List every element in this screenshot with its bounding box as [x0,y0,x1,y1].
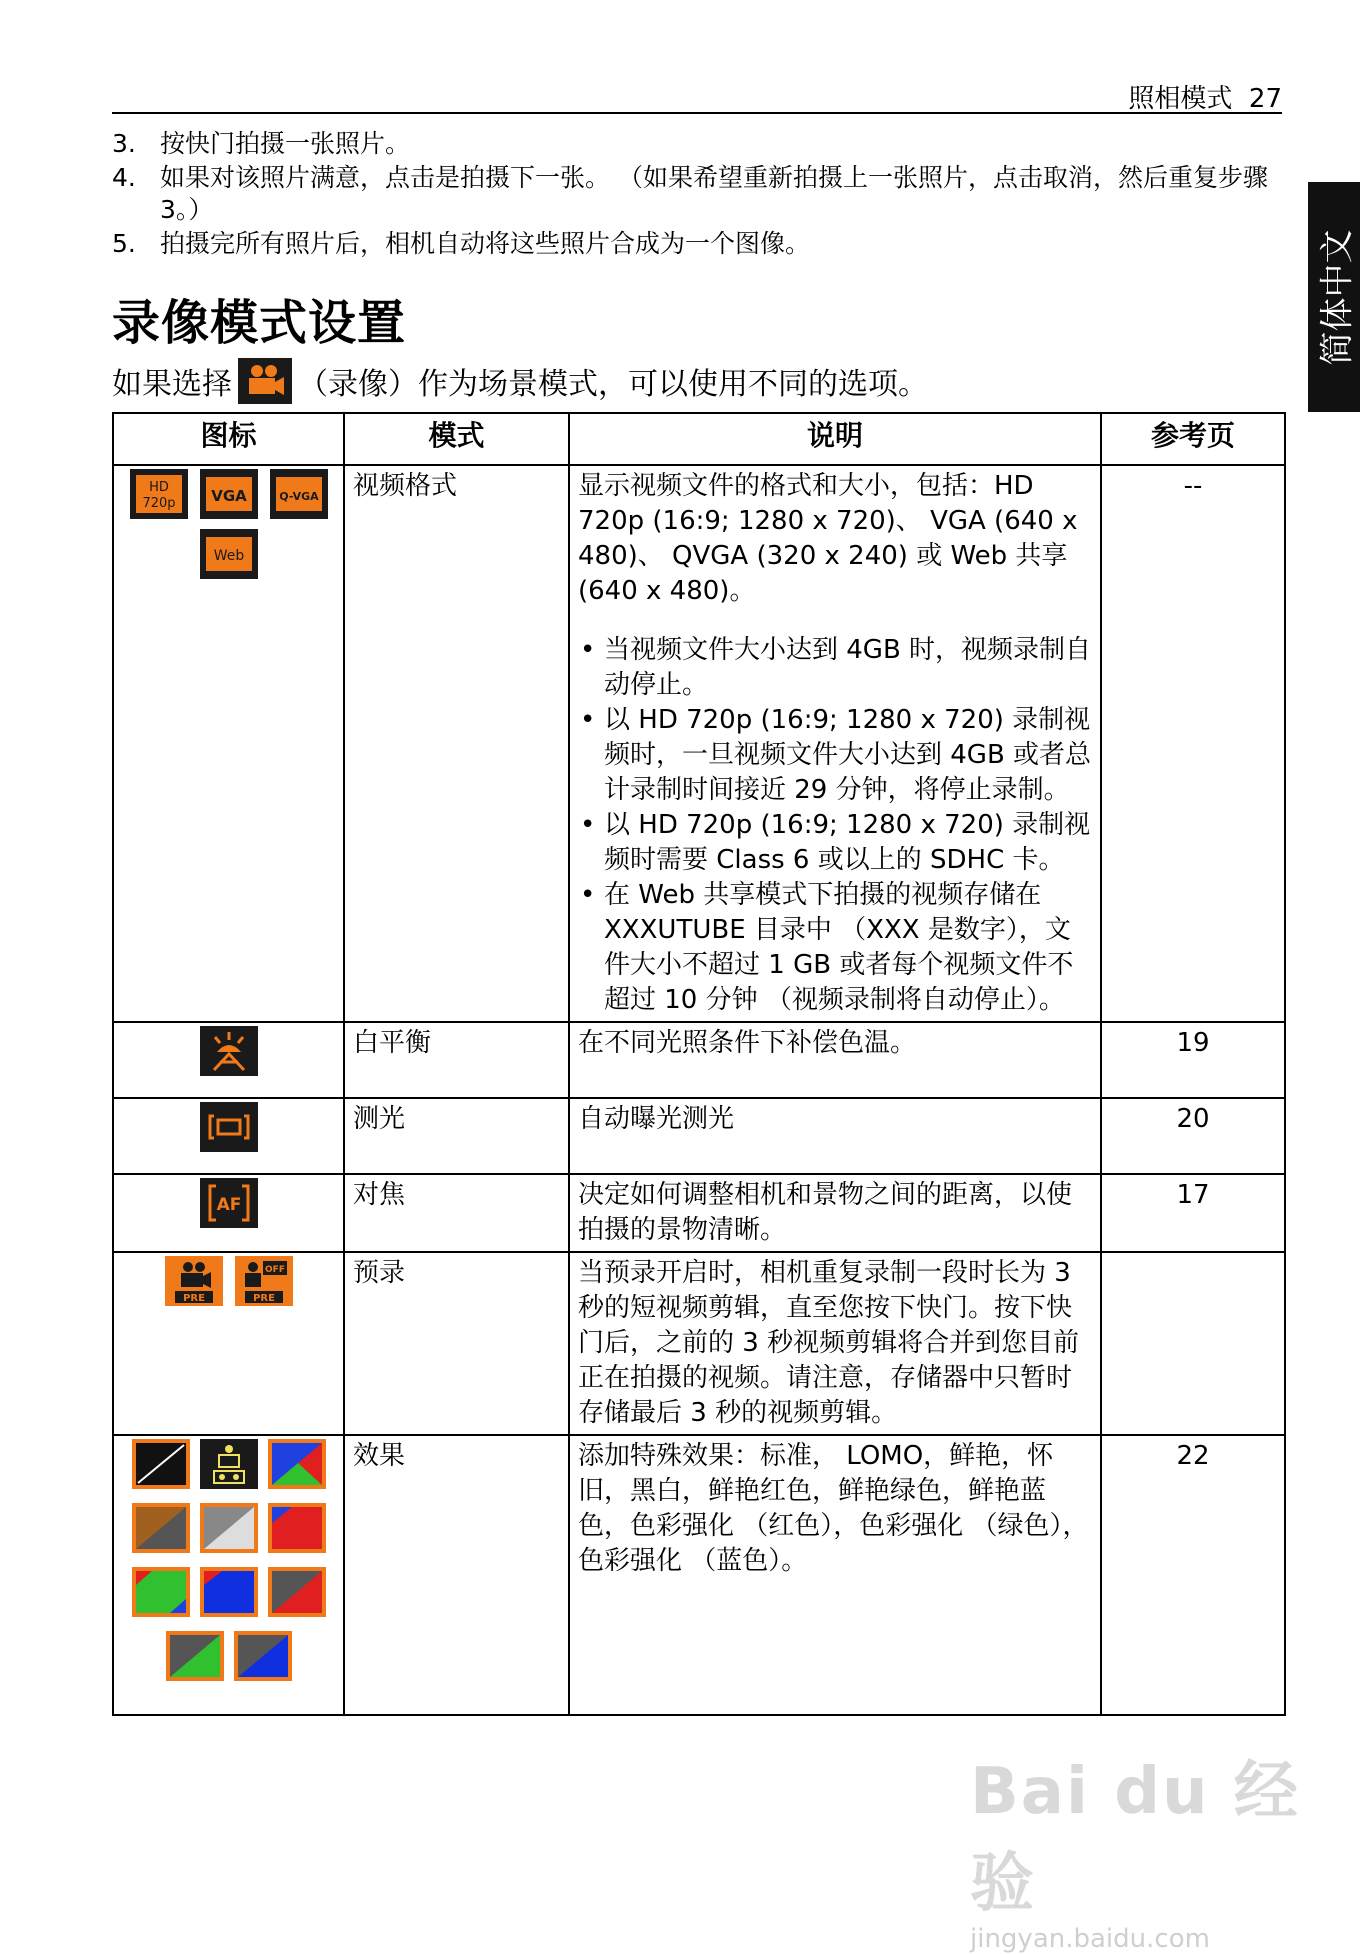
column-header: 图标 [113,413,344,465]
white-balance-icon [200,1026,258,1076]
description-cell: 在不同光照条件下补偿色温。 [569,1022,1101,1098]
effect-vivid-red-icon [268,1503,326,1553]
language-side-tab: 简体中文 [1308,182,1360,412]
reference-page-cell: 22 [1101,1435,1285,1715]
mode-cell: 视频格式 [344,465,569,1022]
effect-color-accent-red-icon [268,1567,326,1617]
svg-text:Web: Web [213,548,244,564]
reference-page-cell: 19 [1101,1022,1285,1098]
mode-cell: 白平衡 [344,1022,569,1098]
column-header: 参考页 [1101,413,1285,465]
table-row [113,1098,1285,1174]
table-row [113,1252,1285,1435]
description-cell: 显示视频文件的格式和大小，包括：HD 720p (16:9; 1280 x 720)、 VGA (640 x 480)、 QVGA (320 x 240) 或 Web 共享 (640 x 480)。 • 当视频文件大小达到 4GB 时，视频录制自动停止。 • 以 HD 720p (16:9; 1280 x 720) 录制视频时，一旦视频文件大小达到 4GB 或者总计录制时间接近 29 分钟，将停止录制。 • 以 HD 720p (16:9; 1280 x 720) 录制视频时需要 Class 6 或以上的 SDHC 卡。 • 在 Web 共享模式下拍摄的视频存储在 XXXUTUBE 目录中 （XXX 是数字），文件大小不超过 1 GB 或者每个视频文件不超过 10 分钟 （视频录制将自动停止）。 [569,465,1101,1022]
mode-cell: 测光 [344,1098,569,1174]
svg-text:720p: 720p [141,496,176,511]
metering-icon [200,1102,258,1152]
note-item: • 当视频文件大小达到 4GB 时，视频录制自动停止。 [600,633,1092,703]
intro-text: 如果选择 （录像）作为场景模式，可以使用不同的选项。 [112,355,928,407]
svg-text:PRE: PRE [252,1293,275,1304]
vga-icon [200,469,258,519]
watermark-brand: Bai du 经验 [970,1755,1300,1921]
effect-black-white-icon [200,1503,258,1553]
note-item: • 在 Web 共享模式下拍摄的视频存储在 XXXUTUBE 目录中 （XXX 是数字），文件大小不超过 1 GB 或者每个视频文件不超过 10 分钟 （视频录制将自动停止）。 [600,878,1092,1018]
reference-page-cell: 17 [1101,1174,1285,1252]
effect-normal-icon [132,1439,190,1489]
description-cell: 自动曝光测光 [569,1098,1101,1174]
step-list [112,128,1272,262]
effect-vivid-icon [268,1439,326,1489]
movie-mode-icon [238,358,292,404]
effect-vivid-green-icon [132,1567,190,1617]
table-row [113,1174,1285,1252]
svg-text:HD: HD [148,480,169,495]
step-item: 4. 如果对该照片满意，点击是拍摄下一张。 （如果希望重新拍摄上一张照片，点击取消，然后重复步骤 3。） [112,163,1268,224]
hd-720p-icon [130,469,188,519]
svg-text:VGA: VGA [210,487,247,505]
pre-record-on-icon [165,1256,223,1306]
pre-record-off-icon [235,1256,293,1306]
table-header-row [113,413,1285,465]
note-item: • 以 HD 720p (16:9; 1280 x 720) 录制视频时需要 Class 6 或以上的 SDHC 卡。 [600,808,1092,878]
note-list [578,633,1092,1018]
step-item: 5. 拍摄完所有照片后，相机自动将这些照片合成为一个图像。 [112,229,811,258]
svg-text:PRE: PRE [182,1293,205,1304]
table-row [113,1022,1285,1098]
settings-table [112,412,1286,1716]
description-cell: 添加特殊效果：标准， LOMO，鲜艳，怀旧，黑白，鲜艳红色，鲜艳绿色，鲜艳蓝色，色彩强化 （红色），色彩强化 （绿色），色彩强化 （蓝色）。 [569,1435,1101,1715]
baidu-watermark [970,1740,1360,1954]
svg-text:OFF: OFF [264,1265,285,1275]
header-title: 照相模式 27 [1128,84,1282,114]
reference-page-cell: 20 [1101,1098,1285,1174]
page-header [112,74,1282,114]
section-title: 录像模式设置 [112,295,407,351]
step-item: 3. 按快门拍摄一张照片。 [112,129,411,158]
description-cell: 决定如何调整相机和景物之间的距离，以使拍摄的景物清晰。 [569,1174,1101,1252]
effect-lomo-icon [200,1439,258,1489]
reference-page-cell [1101,1252,1285,1435]
mode-cell: 效果 [344,1435,569,1715]
note-item: • 以 HD 720p (16:9; 1280 x 720) 录制视频时，一旦视频文件大小达到 4GB 或者总计录制时间接近 29 分钟，将停止录制。 [600,703,1092,808]
effect-color-accent-blue-icon [234,1631,292,1681]
reference-page-cell: -- [1101,465,1285,1022]
column-header: 模式 [344,413,569,465]
watermark-url: jingyan.baidu.com [970,1924,1210,1954]
qvga-icon [270,469,328,519]
table-row [113,1435,1285,1715]
column-header: 说明 [569,413,1101,465]
autofocus-icon [200,1178,258,1228]
effect-vivid-blue-icon [200,1567,258,1617]
effect-color-accent-green-icon [166,1631,224,1681]
svg-text:AF: AF [216,1195,241,1215]
table-row [113,465,1285,1022]
mode-cell: 对焦 [344,1174,569,1252]
mode-cell: 预录 [344,1252,569,1435]
effect-nostalgia-icon [132,1503,190,1553]
description-cell: 当预录开启时，相机重复录制一段时长为 3 秒的短视频剪辑，直至您按下快门。按下快门后，之前的 3 秒视频剪辑将合并到您目前正在拍摄的视频。请注意，存储器中只暂时存储最后 3 秒的视频剪辑。 [569,1252,1101,1435]
web-share-icon [200,529,258,579]
svg-text:Q-VGA: Q-VGA [278,490,319,503]
